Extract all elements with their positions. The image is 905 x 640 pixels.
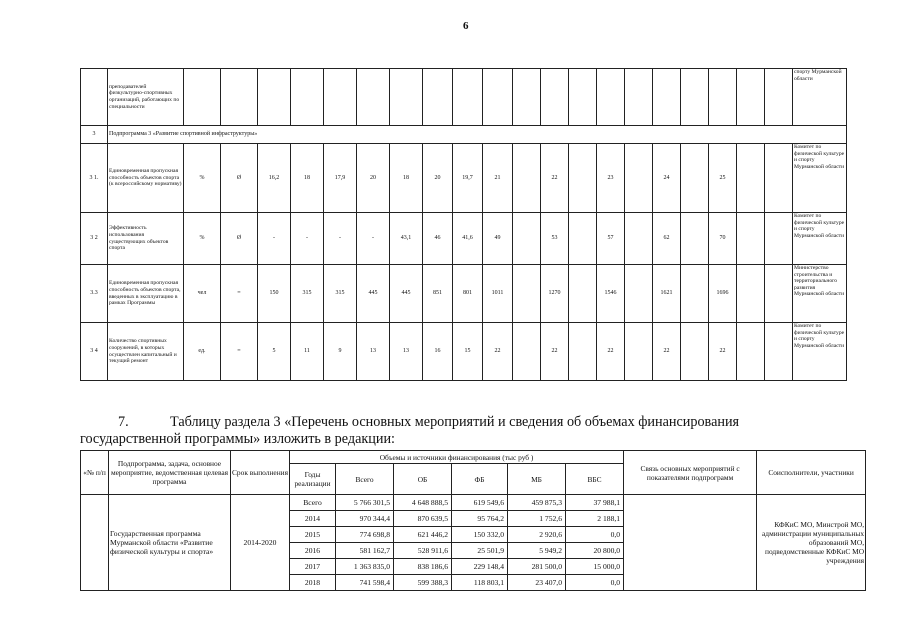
value-cell: -: [291, 213, 324, 265]
table-row: [81, 69, 847, 126]
responsible-cell: спорту Мурманской области: [793, 69, 847, 126]
header-total: Всего: [336, 464, 394, 495]
indicator-unit: ед.: [184, 323, 221, 381]
responsible-cell: Министерство строительства и территориального развития Мурманской области: [793, 265, 847, 323]
subprogram-title: Подпрограмма 3 «Развитие спортивной инфраструктуры»: [108, 126, 847, 144]
indicator-unit: %: [184, 144, 221, 213]
link-cell: [624, 495, 757, 591]
ob-cell: 621 446,2: [394, 527, 452, 543]
indicator-name: Эффективность использования существующих объектов спорта: [108, 213, 184, 265]
vbs-cell: 15 000,0: [566, 559, 624, 575]
indicators-table: [80, 68, 847, 381]
value-cell: 18: [291, 144, 324, 213]
paragraph-number: 7.: [118, 414, 129, 430]
value-cell: 16,2: [258, 144, 291, 213]
ob-cell: 528 911,6: [394, 543, 452, 559]
value-cell: 24: [653, 144, 681, 213]
header-vbs: ВБС: [566, 464, 624, 495]
value-cell: 445: [390, 265, 423, 323]
vbs-cell: 0,0: [566, 527, 624, 543]
indicator-number: 3 1.: [81, 144, 108, 213]
value-cell: 20: [423, 144, 453, 213]
value-cell: 1546: [597, 265, 625, 323]
value-cell: 13: [390, 323, 423, 381]
indicator-name: Единовременная пропускная способность объектов спорта (к всероссийскому нормативу): [108, 144, 184, 213]
year-cell: 2016: [290, 543, 336, 559]
indicator-unit: %: [184, 213, 221, 265]
indicator-direction: Ø: [221, 213, 258, 265]
mb-cell: 23 407,0: [508, 575, 566, 591]
year-cell: 2018: [290, 575, 336, 591]
indicator-name: преподавателей физкультурно-спортивных организаций, работающих по специальности: [108, 69, 184, 126]
value-cell: 49: [483, 213, 513, 265]
value-cell: 15: [453, 323, 483, 381]
value-cell: 22: [653, 323, 681, 381]
indicator-name: Единовременная пропускная способность объектов спорта, введенных в эксплуатацию в рамках Программы: [108, 265, 184, 323]
header-program: Подпрограмма, задача, основное мероприятие, ведомственная целевая программа: [109, 451, 231, 495]
ob-cell: 4 648 888,5: [394, 495, 452, 511]
header-num: «№ п/п: [81, 451, 109, 495]
value-cell: 62: [653, 213, 681, 265]
value-cell: 21: [483, 144, 513, 213]
value-cell: 18: [390, 144, 423, 213]
vbs-cell: 0,0: [566, 575, 624, 591]
header-funding: Объемы и источники финансирования (тыс руб ): [290, 451, 624, 464]
subprogram-row: [81, 126, 847, 144]
header-years: Годы реализации: [290, 464, 336, 495]
year-cell: 2015: [290, 527, 336, 543]
responsible-cell: Комитет по физической культуре и спорту Мурманской области: [793, 323, 847, 381]
paragraph-text: Таблицу раздела 3 «Перечень основных мероприятий и сведения об объемах финансирования государственной программы» изложить в редакции:: [80, 414, 740, 447]
fb-cell: 95 764,2: [452, 511, 508, 527]
paragraph-7: [80, 414, 840, 448]
mb-cell: 281 500,0: [508, 559, 566, 575]
header-term: Срок выполнения: [231, 451, 290, 495]
value-cell: 1621: [653, 265, 681, 323]
value-cell: 70: [709, 213, 737, 265]
indicator-number: 3.3: [81, 265, 108, 323]
fb-cell: 118 803,1: [452, 575, 508, 591]
fb-cell: 150 332,0: [452, 527, 508, 543]
value-cell: 5: [258, 323, 291, 381]
indicator-direction: =: [221, 323, 258, 381]
value-cell: -: [258, 213, 291, 265]
value-cell: 150: [258, 265, 291, 323]
value-cell: 57: [597, 213, 625, 265]
fb-cell: 25 501,9: [452, 543, 508, 559]
value-cell: 445: [357, 265, 390, 323]
header-fb: ФБ: [452, 464, 508, 495]
value-cell: 22: [709, 323, 737, 381]
total-cell: 1 363 835,0: [336, 559, 394, 575]
vbs-cell: 37 988,1: [566, 495, 624, 511]
year-cell: 2017: [290, 559, 336, 575]
indicator-number: 3 4: [81, 323, 108, 381]
indicator-unit: чел: [184, 265, 221, 323]
fb-cell: 229 148,4: [452, 559, 508, 575]
vbs-cell: 2 188,1: [566, 511, 624, 527]
value-cell: 851: [423, 265, 453, 323]
total-cell: 774 698,8: [336, 527, 394, 543]
ob-cell: 599 388,3: [394, 575, 452, 591]
ob-cell: 870 639,5: [394, 511, 452, 527]
ob-cell: 838 186,6: [394, 559, 452, 575]
total-cell: 741 598,4: [336, 575, 394, 591]
mb-cell: 2 920,6: [508, 527, 566, 543]
value-cell: 53: [541, 213, 569, 265]
executors-cell: КФКиС МО, Минстрой МО, администрации муниципальных образований МО, подведомственные КФКиС МО учреждения: [757, 495, 866, 591]
vbs-cell: 20 800,0: [566, 543, 624, 559]
value-cell: 22: [597, 323, 625, 381]
mb-cell: 1 752,6: [508, 511, 566, 527]
total-cell: 581 162,7: [336, 543, 394, 559]
responsible-cell: Комитет по физической культуре и спорту Мурманской области: [793, 144, 847, 213]
header-link: Связь основных мероприятий с показателями подпрограмм: [624, 451, 757, 495]
header-executors: Соисполнители, участники: [757, 451, 866, 495]
value-cell: 801: [453, 265, 483, 323]
value-cell: 16: [423, 323, 453, 381]
value-cell: -: [357, 213, 390, 265]
value-cell: 1270: [541, 265, 569, 323]
table-row: [81, 323, 847, 381]
value-cell: 13: [357, 323, 390, 381]
header-ob: ОБ: [394, 464, 452, 495]
value-cell: 25: [709, 144, 737, 213]
indicator-direction: =: [221, 265, 258, 323]
value-cell: 315: [291, 265, 324, 323]
value-cell: 1011: [483, 265, 513, 323]
header-mb: МБ: [508, 464, 566, 495]
value-cell: 43,1: [390, 213, 423, 265]
indicator-direction: Ø: [221, 144, 258, 213]
value-cell: 11: [291, 323, 324, 381]
value-cell: 1696: [709, 265, 737, 323]
total-cell: 970 344,4: [336, 511, 394, 527]
table-row: [81, 495, 866, 511]
value-cell: 19,7: [453, 144, 483, 213]
responsible-cell: Комитет по физической культуре и спорту Мурманской области: [793, 213, 847, 265]
value-cell: 315: [324, 265, 357, 323]
table-row: [81, 144, 847, 213]
mb-cell: 5 949,2: [508, 543, 566, 559]
page-number: 6: [463, 20, 469, 32]
fb-cell: 619 549,6: [452, 495, 508, 511]
value-cell: 41,6: [453, 213, 483, 265]
value-cell: 46: [423, 213, 453, 265]
header-row: [81, 451, 866, 464]
value-cell: 23: [597, 144, 625, 213]
program-term: 2014-2020: [231, 495, 290, 591]
value-cell: 20: [357, 144, 390, 213]
year-cell: Всего: [290, 495, 336, 511]
value-cell: 22: [541, 144, 569, 213]
indicator-name: Количество спортивных сооружений, в которых осуществлен капитальный и текущий ремонт: [108, 323, 184, 381]
value-cell: 22: [541, 323, 569, 381]
value-cell: -: [324, 213, 357, 265]
table-row: [81, 213, 847, 265]
year-cell: 2014: [290, 511, 336, 527]
value-cell: 17,9: [324, 144, 357, 213]
total-cell: 5 766 301,5: [336, 495, 394, 511]
subprogram-number: 3: [81, 126, 108, 144]
table-row: [81, 265, 847, 323]
value-cell: 22: [483, 323, 513, 381]
mb-cell: 459 875,3: [508, 495, 566, 511]
financing-table: [80, 450, 866, 591]
value-cell: 9: [324, 323, 357, 381]
program-name: Государственная программа Мурманской области «Развитие физической культуры и спорта»: [109, 495, 231, 591]
indicator-number: 3 2: [81, 213, 108, 265]
